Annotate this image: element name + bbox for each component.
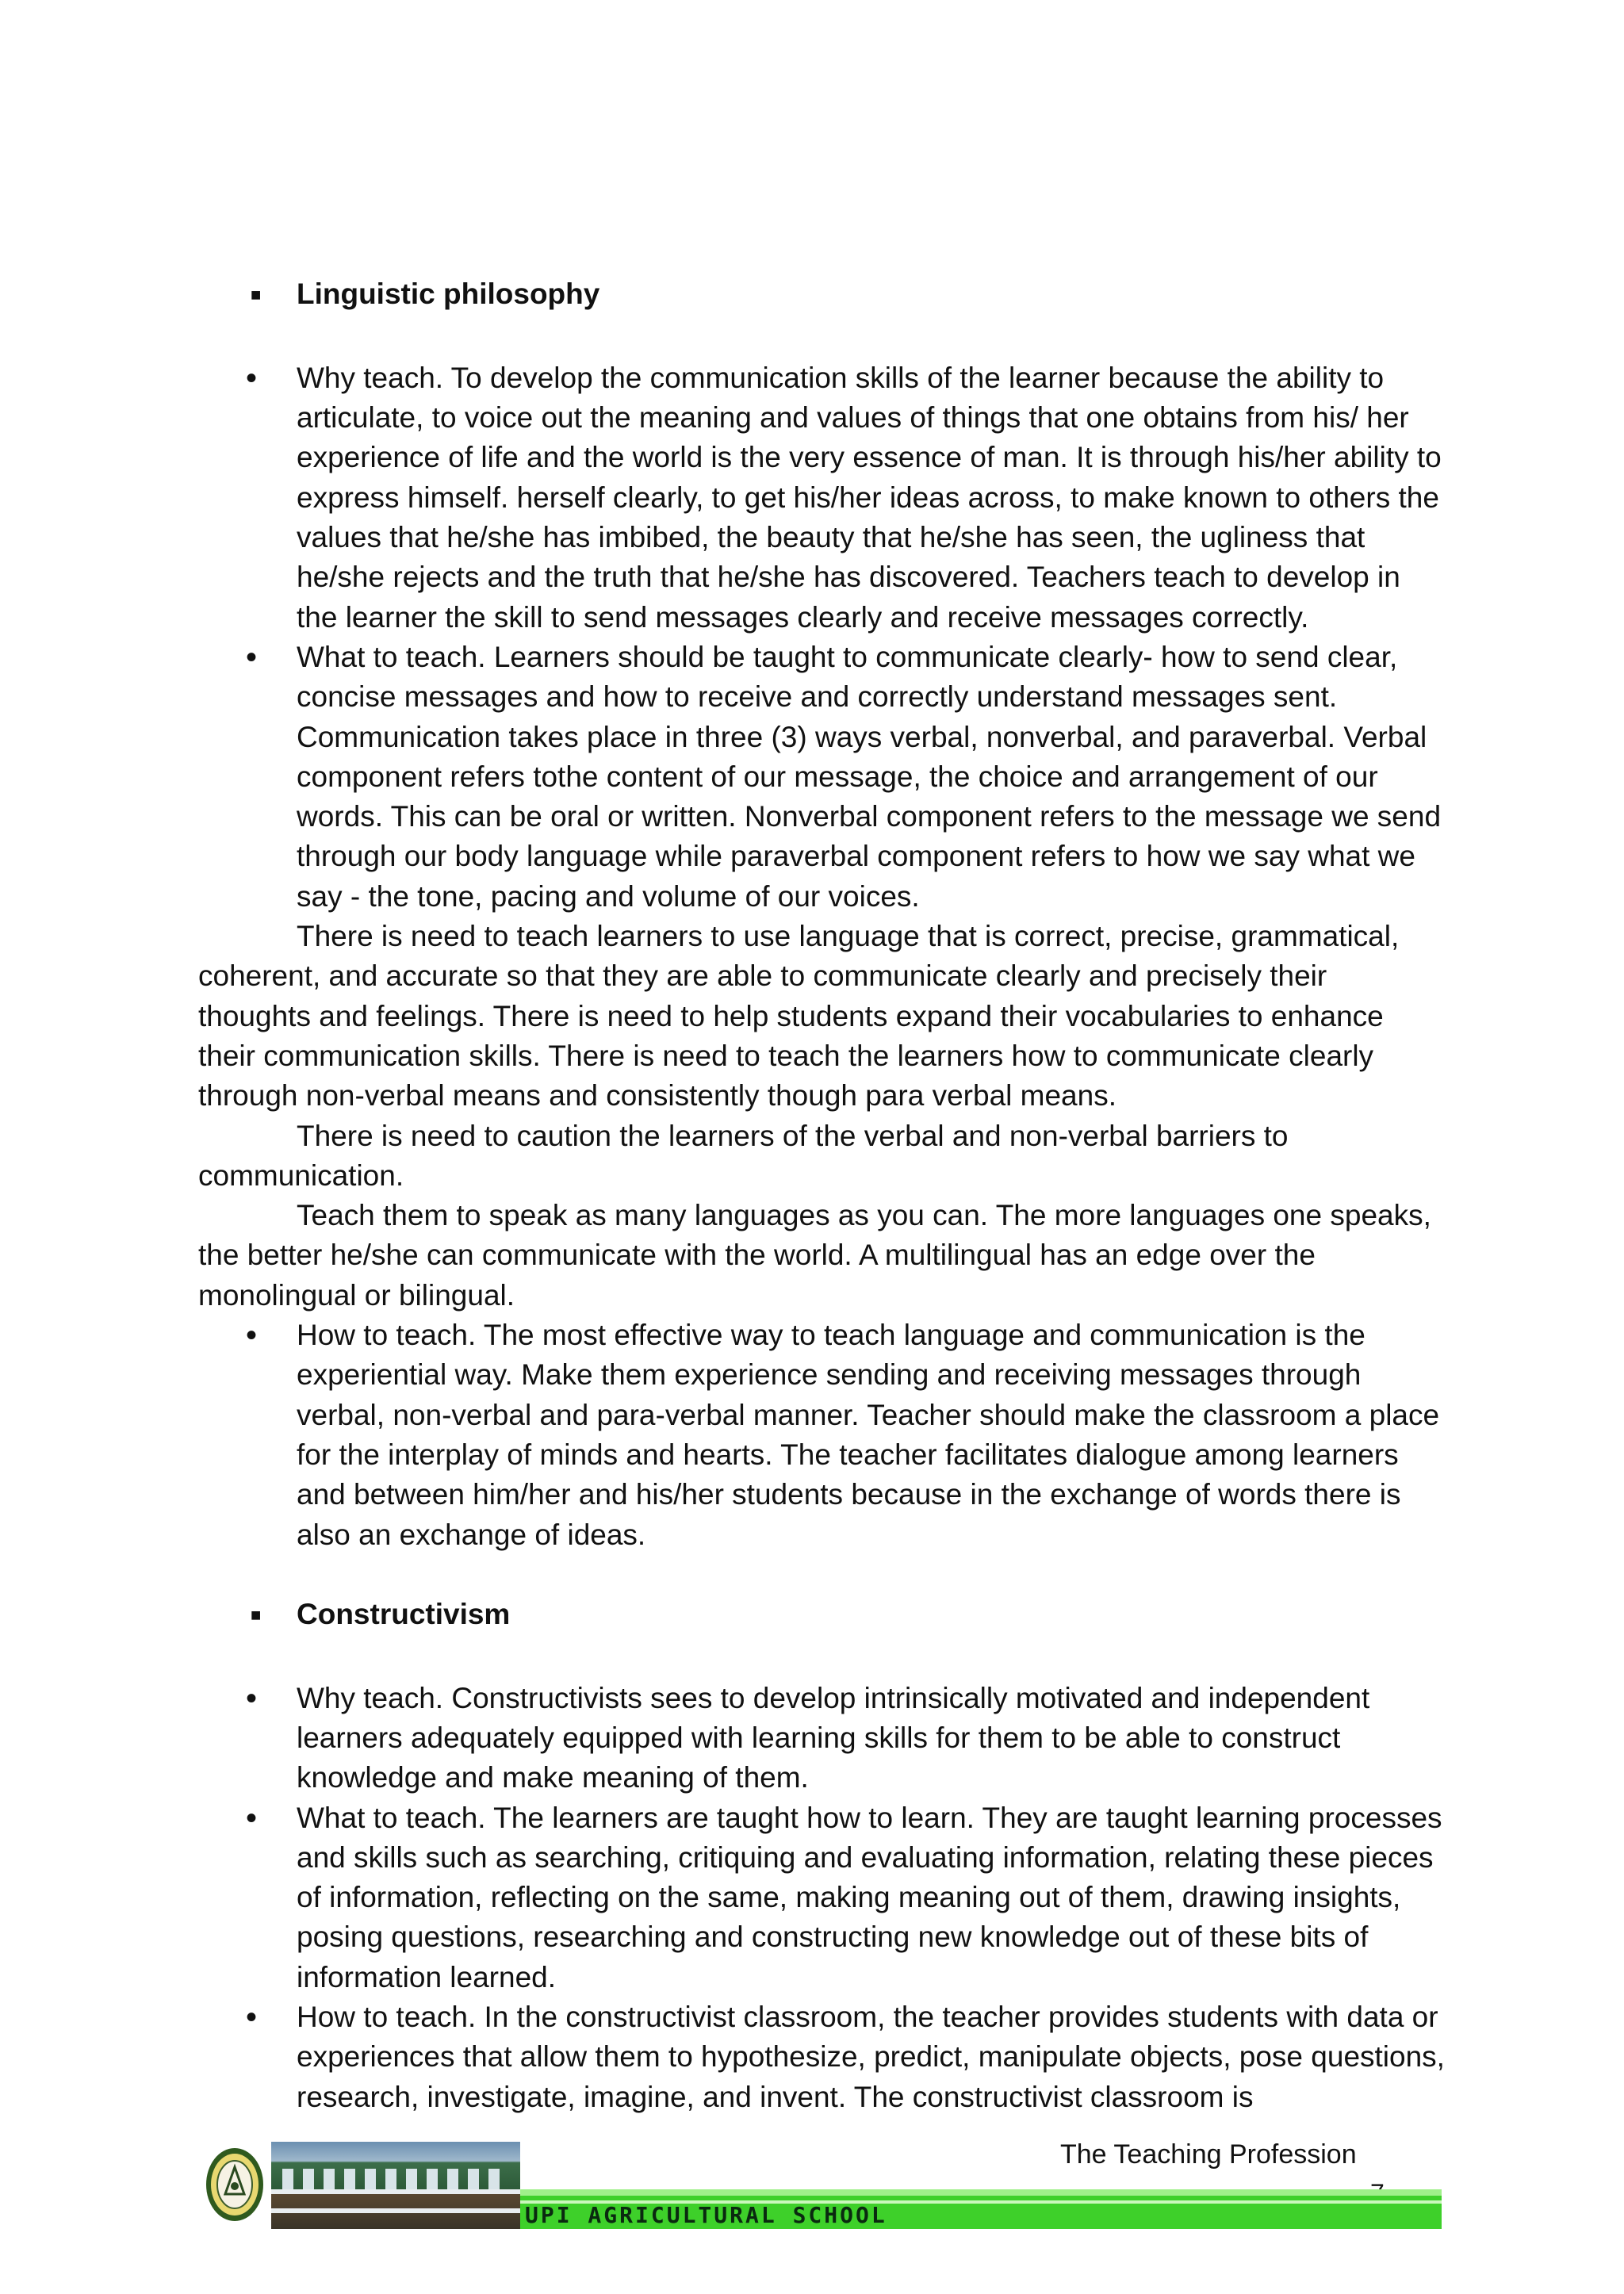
round-bullet-icon: • xyxy=(246,1318,258,1354)
list-item-text: What to teach. The learners are taught how to learn. They are taught learning processes and skills such as searching, critiquing and evaluating information, relating these pieces of information, reflecting on the same, making meaning out of them, drawing insights, posing questions, researching and constructing new knowledge out of these bits of information learned. xyxy=(297,1801,1442,1993)
school-seal-icon xyxy=(205,2145,265,2224)
list-item xyxy=(198,1316,1447,1555)
round-bullet-icon: • xyxy=(246,639,258,675)
section-heading-constructivism xyxy=(198,1595,1447,1638)
square-bullet-icon: ■ xyxy=(251,1605,262,1626)
round-bullet-icon: • xyxy=(246,2000,258,2035)
footer-banner xyxy=(205,2137,1442,2236)
footer-title: The Teaching Profession xyxy=(1060,2139,1357,2170)
list-item xyxy=(198,1997,1447,2117)
heading-text: Constructivism xyxy=(297,1598,511,1631)
list-item-text: What to teach. Learners should be taught to communicate clearly- how to send clear, concise messages and how to receive and correctly understand messages sent. Communication takes place in three (3) ways verbal, nonverbal, and paraverbal. Verbal component refers tothe content of our message, the choice and arrangement of our words. This can be oral or written. Nonverbal component refers to the message we send through our body language while paraverbal component refers to how we say what we say - the tone, pacing and volume of our voices. xyxy=(297,640,1442,913)
paragraph: There is need to caution the learners of the verbal and non-verbal barriers to communication. xyxy=(198,1119,1289,1192)
list-item-text: Why teach. To develop the communication skills of the learner because the ability to articulate, to voice out the meaning and values of things that one obtains from his/ her experience of life and the world is the very essence of man. It is through his/her ability to express himself. herself clearly, to get his/her ideas across, to make known to others the values that he/she has imbibed, the beauty that he/she has seen, the ugliness that he/she rejects and the truth that he/she has discovered. Teachers teach to develop in the learner the skill to send messages clearly and receive messages correctly. xyxy=(297,361,1442,634)
round-bullet-icon: • xyxy=(246,360,258,396)
list-item xyxy=(198,1798,1447,1997)
list-item-text: How to teach. In the constructivist classroom, the teacher provides students with data or experiences that allow them to hypothesize, predict, manipulate objects, pose questions, research, investigate, imagine, and invent. The constructivist classroom is xyxy=(297,2001,1445,2113)
list-item-text: Why teach. Constructivists sees to develop intrinsically motivated and independent learners adequately equipped with learning skills for them to be able to construct knowledge and make meaning of them. xyxy=(297,1681,1370,1794)
round-bullet-icon: • xyxy=(246,1680,258,1716)
list-item xyxy=(198,638,1447,917)
square-bullet-icon: ■ xyxy=(251,285,262,305)
section-heading-linguistic xyxy=(198,274,1447,318)
round-bullet-icon: • xyxy=(246,1800,258,1836)
heading-text: Linguistic philosophy xyxy=(297,278,600,311)
school-name-bar xyxy=(520,2189,1442,2229)
paragraph: Teach them to speak as many languages as you can. The more languages one speaks, the better he/she can communicate with the world. A multilingual has an edge over the monolingual or bilingual. xyxy=(198,1199,1431,1312)
list-item-text: How to teach. The most effective way to teach language and communication is the experiential way. Make them experience sending and receiving messages through verbal, non-verbal and para-verbal manner. Teacher should make the classroom a place for the interplay of minds and hearts. The teacher facilitates dialogue among learners and between him/her and his/her students because in the exchange of words there is also an exchange of ideas. xyxy=(297,1319,1440,1551)
school-building-image xyxy=(271,2142,520,2229)
list-item xyxy=(198,358,1447,638)
school-name: UPI AGRICULTURAL SCHOOL xyxy=(525,2202,887,2228)
paragraph: There is need to teach learners to use language that is correct, precise, grammatical, coherent, and accurate so that they are able to communicate clearly and precisely their thoughts and feelings. There is need to help students expand their vocabularies to enhance their communication skills. There is need to teach the learners how to communicate clearly through non-verbal means and consistently though para verbal means. xyxy=(198,920,1400,1113)
list-item xyxy=(198,1679,1447,1798)
body-text xyxy=(198,235,1447,2117)
